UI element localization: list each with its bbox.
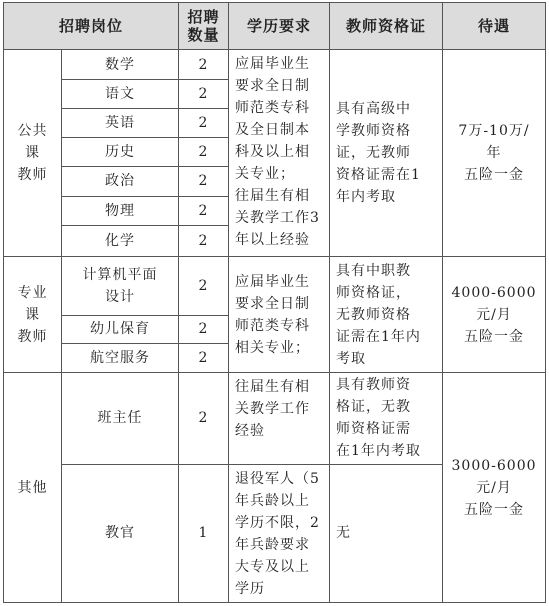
count-cell: 2 (179, 79, 229, 108)
subject-cell: 航空服务 (62, 343, 179, 372)
subject-cell: 数学 (62, 50, 179, 79)
subject-cell: 幼儿保育 (62, 315, 179, 343)
header-qualification: 教师资格证 (330, 3, 443, 50)
table-row (4, 257, 546, 315)
count-cell: 2 (179, 50, 229, 79)
header-position: 招聘岗位 (4, 3, 179, 50)
qualification-instructor: 无 (330, 464, 443, 602)
group-public: 公共 课 教师 (4, 50, 62, 257)
header-row (4, 3, 546, 50)
qualification-head-teacher: 具有教师资 格证，无教 师资格证需 在1年内考取 (330, 373, 443, 465)
subject-cell: 计算机平面 设计 (62, 257, 179, 315)
count-cell: 2 (179, 343, 229, 372)
count-cell: 2 (179, 257, 229, 315)
subject-cell: 历史 (62, 138, 179, 167)
education-professional-cont: 往届生有相 关教学工作 经验 (229, 373, 330, 465)
salary-professional: 4000-6000 元/月 五险一金 (443, 257, 546, 373)
subject-cell: 语文 (62, 79, 179, 108)
subject-cell: 教官 (62, 464, 179, 602)
count-cell: 2 (179, 225, 229, 256)
subject-cell: 物理 (62, 196, 179, 225)
group-other: 其他 (4, 373, 62, 603)
count-cell: 2 (179, 108, 229, 137)
salary-other: 3000-6000 元/月 五险一金 (443, 373, 546, 603)
table-row (4, 373, 546, 465)
education-professional: 应届毕业生 要求全日制 师范类专科 相关专业； (229, 257, 330, 373)
header-education: 学历要求 (229, 3, 330, 50)
group-professional: 专业 课 教师 (4, 257, 62, 373)
subject-cell: 化学 (62, 225, 179, 256)
recruitment-table (3, 2, 546, 603)
count-cell: 2 (179, 196, 229, 225)
subject-cell: 班主任 (62, 373, 179, 465)
education-public: 应届毕业生 要求全日制 师范类专科 及全日制本 科及以上相 关专业； 往届生有相 关教学工作3 年以上经验 (229, 50, 330, 257)
count-cell: 2 (179, 138, 229, 167)
count-cell: 2 (179, 315, 229, 343)
table-row (4, 50, 546, 79)
qualification-public: 具有高级中 学教师资格 证，无教师 资格证需在1 年内考取 (330, 50, 443, 257)
subject-cell: 英语 (62, 108, 179, 137)
salary-public: 7万-10万/ 年 五险一金 (443, 50, 546, 257)
education-instructor: 退役军人（5 年兵龄以上 学历不限，2 年兵龄要求 大专及以上 学历 (229, 464, 330, 602)
count-cell: 2 (179, 373, 229, 465)
subject-cell: 政治 (62, 167, 179, 196)
count-cell: 2 (179, 167, 229, 196)
count-cell: 1 (179, 464, 229, 602)
qualification-professional: 具有中职教 师资格证， 无教师资格 证需在1年内 考取 (330, 257, 443, 373)
header-salary: 待遇 (443, 3, 546, 50)
header-count: 招聘 数量 (179, 3, 229, 50)
